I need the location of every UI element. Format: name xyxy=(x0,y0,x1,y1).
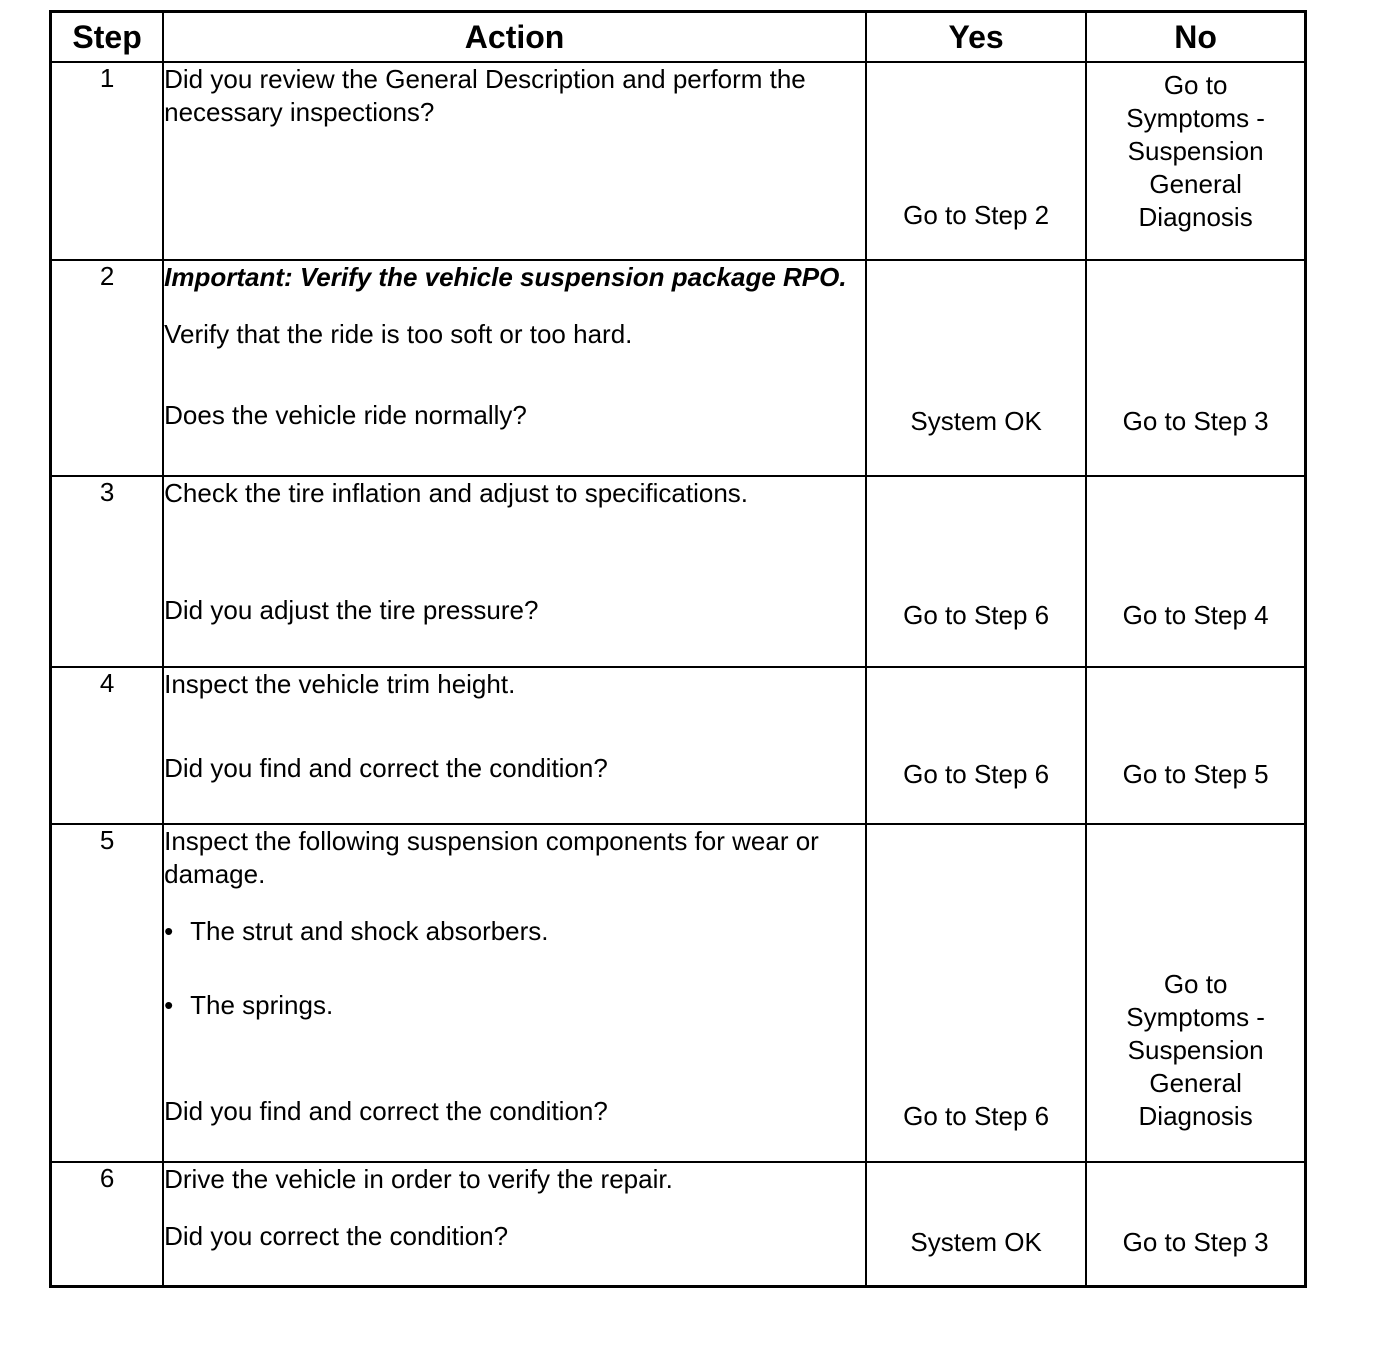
action-cell xyxy=(163,260,866,476)
action-text: Check the tire inflation and adjust to specifications. xyxy=(164,478,749,509)
table-row xyxy=(51,1162,1306,1286)
no-cell xyxy=(1086,476,1305,666)
action-cell xyxy=(163,824,866,1162)
header-no: No xyxy=(1086,12,1305,63)
action-question: Did you correct the condition? xyxy=(164,1221,509,1252)
header-step: Step xyxy=(51,12,164,63)
header-action: Action xyxy=(163,12,866,63)
action-cell xyxy=(163,1162,866,1286)
no-result: Go to Step 4 xyxy=(1122,600,1269,631)
diagnostic-table xyxy=(49,10,1307,1288)
table-row xyxy=(51,62,1306,260)
yes-result: System OK xyxy=(910,406,1042,437)
bullet-text: The strut and shock absorbers. xyxy=(190,915,549,946)
step-number: 2 xyxy=(51,260,164,476)
yes-cell xyxy=(866,62,1086,260)
header-row xyxy=(51,12,1306,63)
action-text: Drive the vehicle in order to verify the repair. xyxy=(164,1164,673,1195)
bullet-icon: • xyxy=(164,989,174,1020)
action-cell xyxy=(163,667,866,824)
yes-cell xyxy=(866,667,1086,824)
table-row xyxy=(51,476,1306,666)
no-cell xyxy=(1086,260,1305,476)
no-result: Go to Symptoms - Suspension General Diagnosis xyxy=(1126,968,1265,1131)
yes-cell xyxy=(866,260,1086,476)
yes-result: Go to Step 6 xyxy=(903,1100,1050,1131)
no-result: Go to Step 3 xyxy=(1122,1227,1269,1258)
important-note: Important: Verify the vehicle suspension package RPO. xyxy=(164,262,847,293)
step-number: 3 xyxy=(51,476,164,666)
table-row xyxy=(51,667,1306,824)
action-question: Did you adjust the tire pressure? xyxy=(164,595,539,626)
action-cell xyxy=(163,62,866,260)
header-yes: Yes xyxy=(866,12,1086,63)
bullet-icon: • xyxy=(164,915,174,946)
bullet-text: The springs. xyxy=(190,989,334,1020)
bullet-item xyxy=(164,989,865,1022)
action-question: Did you find and correct the condition? xyxy=(164,752,608,783)
no-cell xyxy=(1086,1162,1305,1286)
step-number: 5 xyxy=(51,824,164,1162)
table-row xyxy=(51,260,1306,476)
yes-cell xyxy=(866,1162,1086,1286)
action-question: Does the vehicle ride normally? xyxy=(164,400,527,431)
no-cell xyxy=(1086,824,1305,1162)
yes-result: System OK xyxy=(910,1227,1042,1258)
action-question: Did you find and correct the condition? xyxy=(164,1095,608,1126)
no-result: Go to Step 3 xyxy=(1122,406,1269,437)
action-text: Inspect the vehicle trim height. xyxy=(164,668,516,699)
step-number: 6 xyxy=(51,1162,164,1286)
bullet-item xyxy=(164,915,865,948)
yes-cell xyxy=(866,476,1086,666)
step-number: 4 xyxy=(51,667,164,824)
table-row xyxy=(51,824,1306,1162)
no-result: Go to Step 5 xyxy=(1122,758,1269,789)
action-text: Did you review the General Description and perform the necessary inspections? xyxy=(164,64,806,127)
yes-result: Go to Step 6 xyxy=(903,600,1050,631)
action-cell xyxy=(163,476,866,666)
action-text: Inspect the following suspension components for wear or damage. xyxy=(164,825,819,889)
no-cell xyxy=(1086,667,1305,824)
yes-result: Go to Step 2 xyxy=(903,200,1050,230)
action-text: Verify that the ride is too soft or too hard. xyxy=(164,319,633,350)
no-cell xyxy=(1086,62,1305,260)
no-result: Go to Symptoms - Suspension General Diagnosis xyxy=(1126,70,1265,232)
step-number: 1 xyxy=(51,62,164,260)
yes-cell xyxy=(866,824,1086,1162)
yes-result: Go to Step 6 xyxy=(903,758,1050,789)
